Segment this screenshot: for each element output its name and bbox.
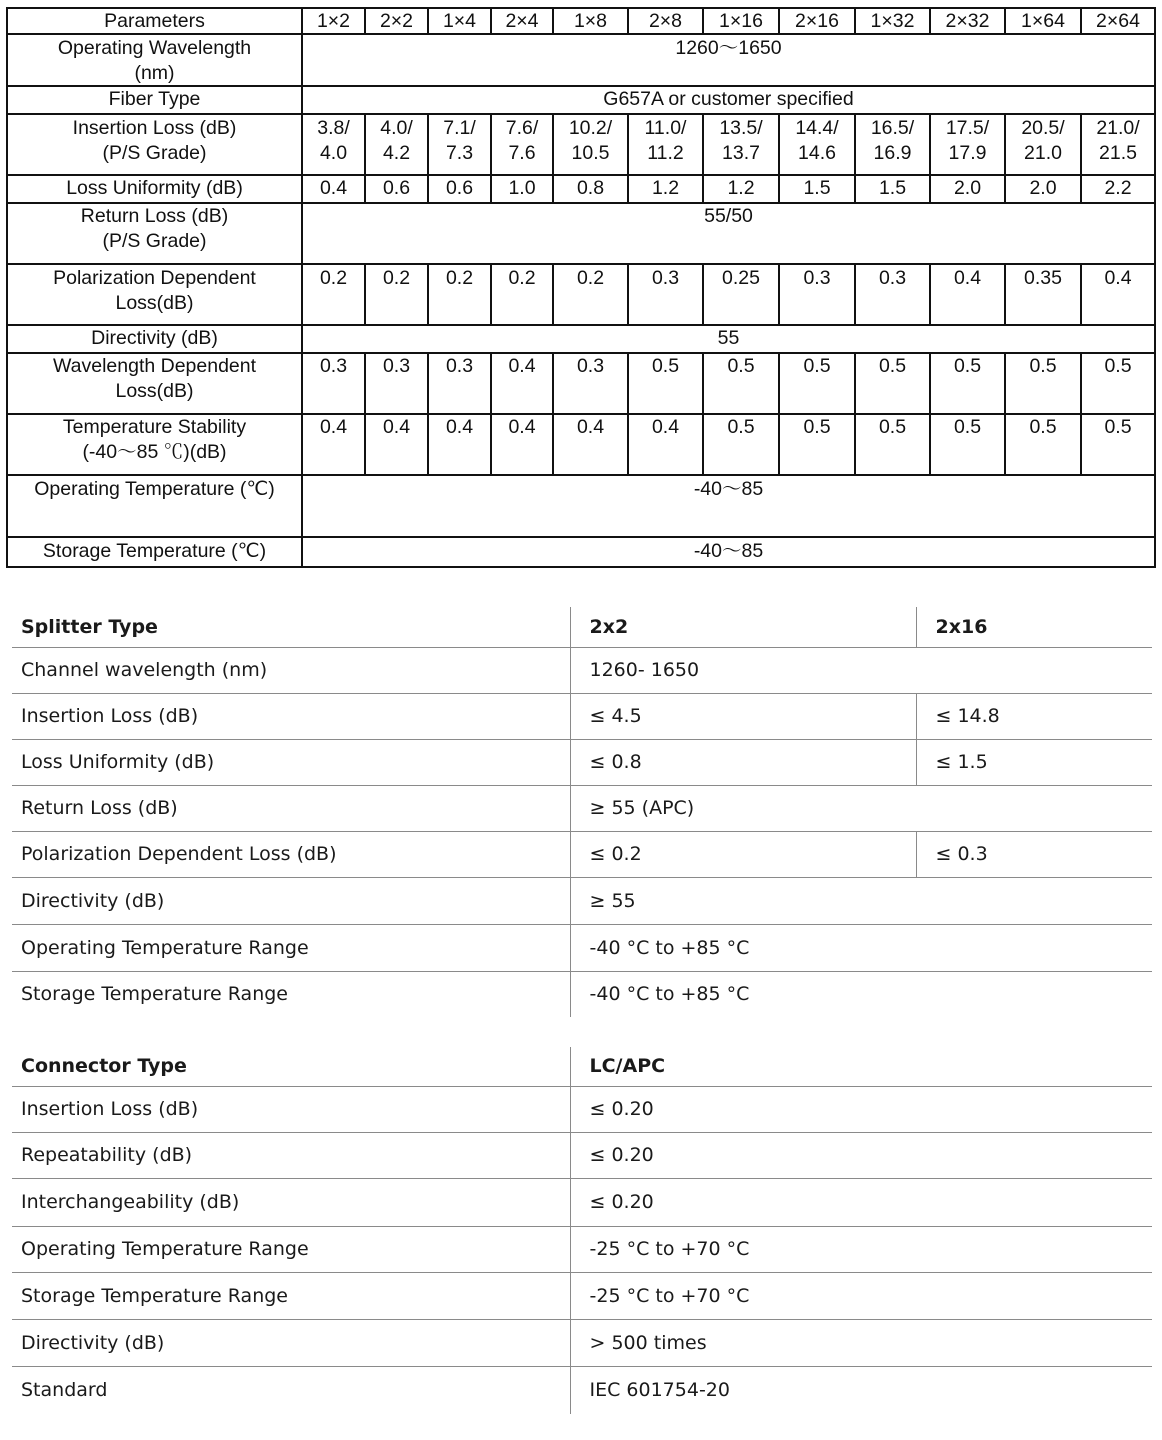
value-cell: 3.8/ 4.0 [302, 114, 365, 175]
param-label: Loss Uniformity (dB) [7, 175, 302, 203]
value-cell: 0.5 [703, 414, 779, 475]
row-value: -40 °C to +85 °C [570, 924, 1152, 971]
row-label: Repeatability (dB) [12, 1132, 570, 1178]
value-cell: 0.3 [553, 353, 628, 414]
column-header: 1×8 [553, 8, 628, 34]
table-row [12, 924, 1152, 971]
value-cell: 0.4 [365, 414, 428, 475]
param-label: Directivity (dB) [7, 325, 302, 353]
row-label: Channel wavelength (nm) [12, 647, 570, 693]
table-row [12, 877, 1152, 924]
row-value: -25 °C to +70 °C [570, 1226, 1152, 1272]
value-cell: 0.5 [855, 414, 930, 475]
param-label: Fiber Type [7, 86, 302, 114]
row-value: -40 °C to +85 °C [570, 971, 1152, 1017]
value-cell: 11.0/ 11.2 [628, 114, 703, 175]
column-header: 1×2 [302, 8, 365, 34]
column-header: 2×8 [628, 8, 703, 34]
param-value: 55 [302, 325, 1155, 353]
value-cell: 0.4 [302, 414, 365, 475]
row-value: ≤ 1.5 [916, 739, 1152, 785]
value-cell: 0.6 [428, 175, 491, 203]
table-row [12, 1366, 1152, 1414]
value-cell: 0.8 [553, 175, 628, 203]
row-value: IEC 601754-20 [570, 1366, 1152, 1414]
row-value: ≤ 0.20 [570, 1178, 1152, 1226]
value-cell: 14.4/ 14.6 [779, 114, 855, 175]
value-cell: 0.3 [428, 353, 491, 414]
header-row [7, 8, 1155, 34]
row-label: Loss Uniformity (dB) [12, 739, 570, 785]
table-row [12, 1226, 1152, 1272]
row-temperature-stability [7, 414, 1155, 475]
value-cell: 21.0/ 21.5 [1081, 114, 1155, 175]
value-cell: 0.4 [930, 264, 1005, 325]
value-cell: 4.0/ 4.2 [365, 114, 428, 175]
column-header-2x16: 2x16 [916, 607, 1152, 647]
value-cell: 0.2 [491, 264, 553, 325]
header-label: Parameters [7, 8, 302, 34]
value-cell: 0.5 [1005, 353, 1081, 414]
column-header: 1×16 [703, 8, 779, 34]
value-cell: 2.0 [1005, 175, 1081, 203]
column-header: 1×64 [1005, 8, 1081, 34]
row-label: Storage Temperature Range [21, 983, 288, 1006]
row-storage-temperature [7, 537, 1155, 567]
row-insertion-loss [7, 114, 1155, 175]
splitter-type-label: Splitter Type [12, 607, 570, 647]
row-value: ≤ 14.8 [916, 693, 1152, 739]
row-label: Insertion Loss (dB) [12, 693, 570, 739]
value-cell: 13.5/ 13.7 [703, 114, 779, 175]
value-cell: 0.2 [365, 264, 428, 325]
row-loss-uniformity [7, 175, 1155, 203]
value-cell: 0.5 [703, 353, 779, 414]
splitter-header-row [12, 607, 1152, 647]
row-return-loss [7, 203, 1155, 264]
row-value: ≥ 55 [570, 877, 1152, 924]
value-cell: 17.5/ 17.9 [930, 114, 1005, 175]
table-row [12, 647, 1152, 693]
column-header: 1×32 [855, 8, 930, 34]
value-cell: 0.5 [855, 353, 930, 414]
value-cell: 20.5/ 21.0 [1005, 114, 1081, 175]
value-cell: 0.2 [553, 264, 628, 325]
value-cell: 0.5 [1081, 353, 1155, 414]
value-cell: 0.4 [302, 175, 365, 203]
splitter-spec-table [12, 607, 1152, 1017]
row-value: ≤ 0.20 [570, 1086, 1152, 1132]
param-label: Operating Wavelength (nm) [7, 34, 302, 86]
value-cell: 0.3 [855, 264, 930, 325]
column-header: 2×32 [930, 8, 1005, 34]
value-cell: 0.5 [779, 414, 855, 475]
param-value: G657A or customer specified [302, 86, 1155, 114]
param-label: Storage Temperature (℃) [7, 537, 302, 567]
value-cell: 0.3 [302, 353, 365, 414]
row-value: -25 °C to +70 °C [570, 1272, 1152, 1319]
table-row [12, 1178, 1152, 1226]
param-label: Operating Temperature (℃) [7, 475, 302, 537]
value-cell: 1.2 [628, 175, 703, 203]
value-cell: 0.5 [930, 353, 1005, 414]
value-cell: 2.0 [930, 175, 1005, 203]
column-header: 2×64 [1081, 8, 1155, 34]
table-row [12, 831, 1152, 877]
param-value: 55/50 [302, 203, 1155, 264]
column-header: 2×16 [779, 8, 855, 34]
value-cell: 7.6/ 7.6 [491, 114, 553, 175]
row-value: ≤ 0.3 [916, 831, 1152, 877]
row-label: Directivity (dB) [12, 877, 570, 924]
row-value: ≤ 0.8 [570, 739, 916, 785]
value-cell: 0.3 [365, 353, 428, 414]
row-value: 1260- 1650 [570, 647, 1152, 693]
connector-spec-table [12, 1047, 1152, 1414]
value-cell: 2.2 [1081, 175, 1155, 203]
table-row [12, 1272, 1152, 1319]
row-value: ≤ 0.2 [570, 831, 916, 877]
value-cell: 0.2 [428, 264, 491, 325]
value-cell: 0.4 [491, 414, 553, 475]
value-cell: 0.5 [628, 353, 703, 414]
value-cell: 1.0 [491, 175, 553, 203]
row-label: Polarization Dependent Loss (dB) [12, 831, 570, 877]
param-value: 1260～1650 [302, 34, 1155, 86]
value-cell: 0.3 [628, 264, 703, 325]
table-row [12, 785, 1152, 831]
column-header-2x2: 2x2 [570, 607, 916, 647]
value-cell: 0.4 [1081, 264, 1155, 325]
row-label: Insertion Loss (dB) [12, 1086, 570, 1132]
row-fiber-type [7, 86, 1155, 114]
row-value: > 500 times [570, 1319, 1152, 1366]
value-cell: 0.5 [1081, 414, 1155, 475]
row-polarization-dependent-loss [7, 264, 1155, 325]
value-cell: 0.2 [302, 264, 365, 325]
column-header: 1×4 [428, 8, 491, 34]
row-value: ≤ 0.20 [570, 1132, 1152, 1178]
param-label: Polarization Dependent Loss(dB) [7, 264, 302, 325]
row-directivity [7, 325, 1155, 353]
table-row [12, 971, 1152, 1017]
param-value: -40～85 [302, 537, 1155, 567]
param-label: Wavelength Dependent Loss(dB) [7, 353, 302, 414]
row-label: Directivity (dB) [12, 1319, 570, 1366]
row-operating-temperature [7, 475, 1155, 537]
table-row [12, 1132, 1152, 1178]
value-cell: 10.2/ 10.5 [553, 114, 628, 175]
row-operating-wavelength [7, 34, 1155, 86]
table-row [12, 1319, 1152, 1366]
table-row [12, 693, 1152, 739]
column-header-lc-apc: LC/APC [570, 1047, 1152, 1086]
value-cell: 0.5 [779, 353, 855, 414]
optical-parameters-table [6, 7, 1156, 568]
table-row [12, 1086, 1152, 1132]
param-label: Temperature Stability (-40～85 ℃)(dB) [7, 414, 302, 475]
row-label: Interchangeability (dB) [12, 1178, 570, 1226]
value-cell: 0.4 [428, 414, 491, 475]
row-value: ≥ 55 (APC) [570, 785, 1152, 831]
value-cell: 1.5 [855, 175, 930, 203]
row-value: ≤ 4.5 [570, 693, 916, 739]
row-label: Return Loss (dB) [12, 785, 570, 831]
value-cell: 0.35 [1005, 264, 1081, 325]
value-cell: 0.6 [365, 175, 428, 203]
row-wavelength-dependent-loss [7, 353, 1155, 414]
column-header: 2×2 [365, 8, 428, 34]
value-cell: 16.5/ 16.9 [855, 114, 930, 175]
row-label: Operating Temperature Range [12, 924, 570, 971]
column-header: 2×4 [491, 8, 553, 34]
value-cell: 1.2 [703, 175, 779, 203]
value-cell: 7.1/ 7.3 [428, 114, 491, 175]
value-cell: 0.5 [930, 414, 1005, 475]
value-cell: 0.25 [703, 264, 779, 325]
connector-type-label: Connector Type [12, 1047, 570, 1086]
row-label: Storage Temperature Range [12, 1272, 570, 1319]
value-cell: 0.3 [779, 264, 855, 325]
row-label: Operating Temperature Range [12, 1226, 570, 1272]
connector-header-row [12, 1047, 1152, 1086]
value-cell: 0.4 [628, 414, 703, 475]
value-cell: 1.5 [779, 175, 855, 203]
value-cell: 0.4 [491, 353, 553, 414]
table-row [12, 739, 1152, 785]
row-label: Standard [21, 1379, 108, 1402]
value-cell: 0.5 [1005, 414, 1081, 475]
param-value: -40～85 [302, 475, 1155, 537]
value-cell: 0.4 [553, 414, 628, 475]
param-label: Return Loss (dB) (P/S Grade) [7, 203, 302, 264]
param-label: Insertion Loss (dB) (P/S Grade) [7, 114, 302, 175]
